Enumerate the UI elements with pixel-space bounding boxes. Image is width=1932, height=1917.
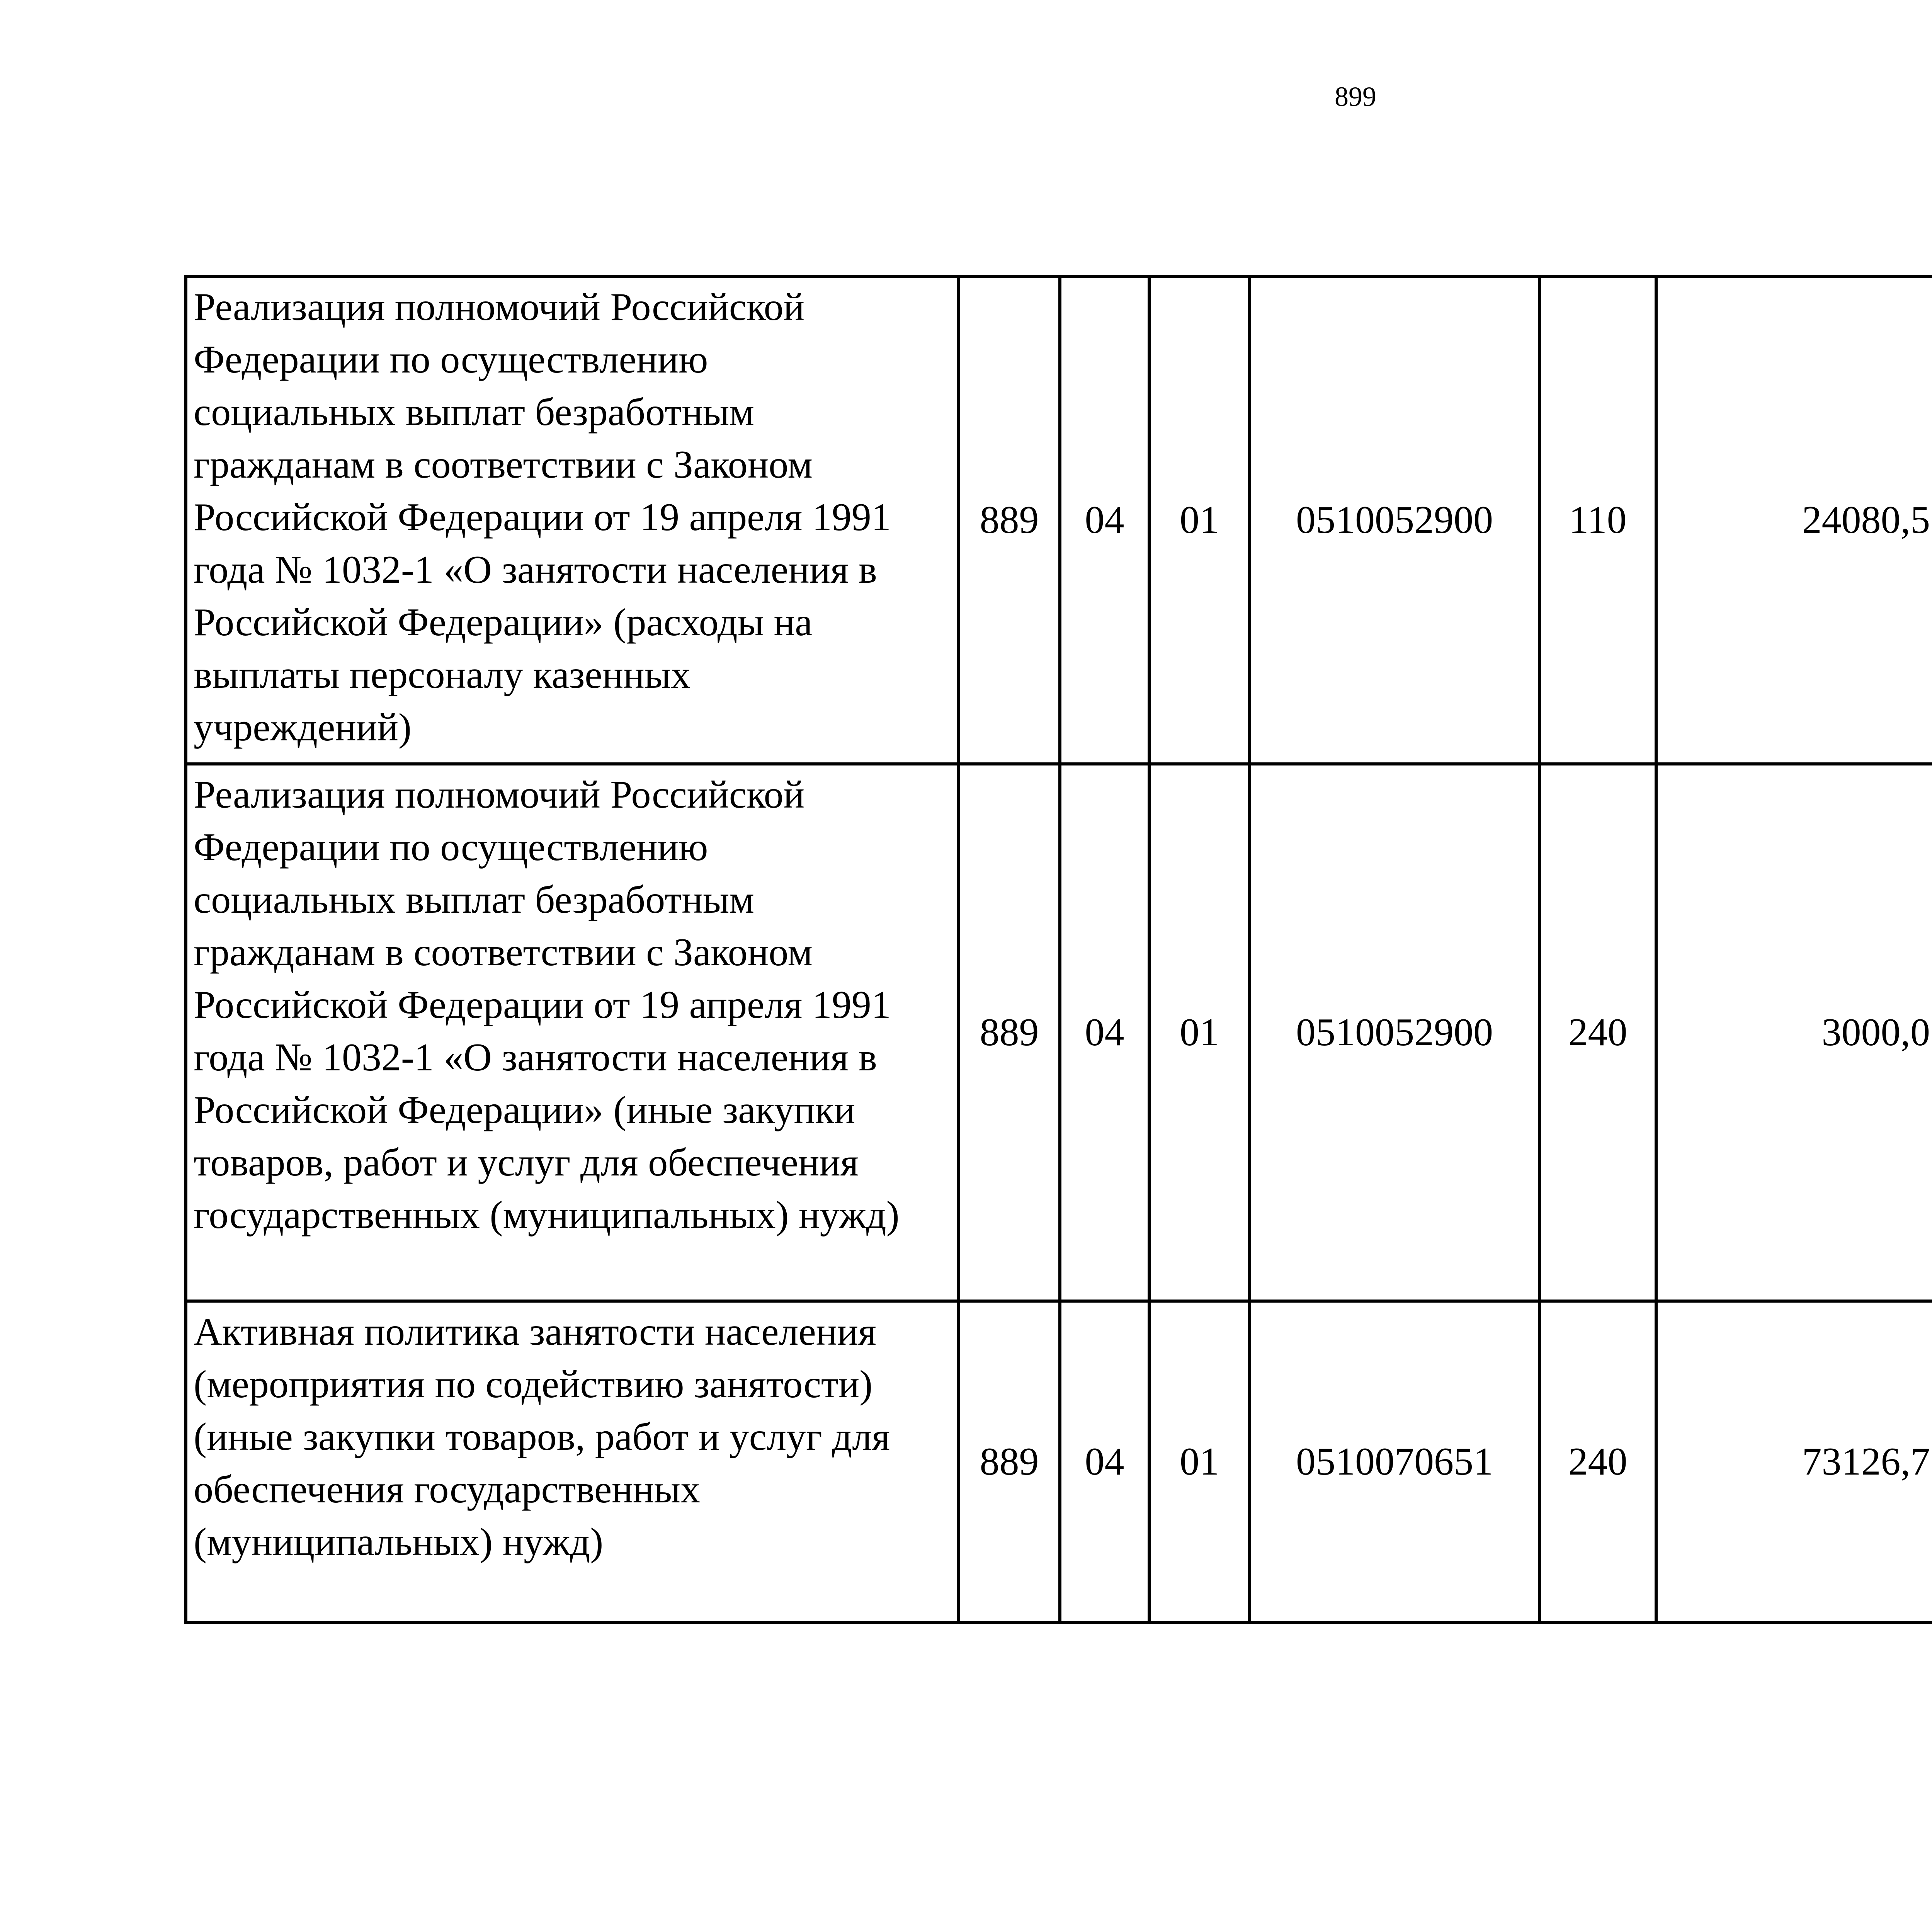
subsection-code: 01 xyxy=(1149,276,1250,764)
amount-1: 73126,7 xyxy=(1656,1301,1932,1623)
row-description: Реализация полномочий Российской Федерации по осуществлению социальных выплат безработным гражданам в соответствии с Законом Российской Федерации от 19 апреля 1991 года № 1032-1 «О занятости населения в Российской Федерации» (расходы на выплаты персоналу казенных учреждений) xyxy=(186,276,959,764)
expense-type-code: 110 xyxy=(1539,276,1656,764)
subsection-code: 01 xyxy=(1149,1301,1250,1623)
subsection-code: 01 xyxy=(1149,764,1250,1301)
ministry-code: 889 xyxy=(959,764,1060,1301)
row-description: Активная политика занятости населения (мероприятия по содействию занятости) (иные закупки товаров, работ и услуг для обеспечения государственных (муниципальных) нужд) xyxy=(186,1301,959,1623)
row-description: Реализация полномочий Российской Федерации по осуществлению социальных выплат безработным гражданам в соответствии с Законом Российской Федерации от 19 апреля 1991 года № 1032-1 «О занятости населения в Российской Федерации» (иные закупки товаров, работ и услуг для обеспечения государственных (муниципальных) нужд) xyxy=(186,764,959,1301)
target-article-code: 0510070651 xyxy=(1250,1301,1539,1623)
expense-type-code: 240 xyxy=(1539,1301,1656,1623)
section-code: 04 xyxy=(1060,276,1149,764)
amount-1: 3000,0 xyxy=(1656,764,1932,1301)
section-code: 04 xyxy=(1060,1301,1149,1623)
ministry-code: 889 xyxy=(959,1301,1060,1623)
table-row xyxy=(186,276,1932,764)
target-article-code: 0510052900 xyxy=(1250,276,1539,764)
ministry-code: 889 xyxy=(959,276,1060,764)
table-row xyxy=(186,1301,1932,1623)
section-code: 04 xyxy=(1060,764,1149,1301)
budget-table xyxy=(184,275,1932,1624)
target-article-code: 0510052900 xyxy=(1250,764,1539,1301)
amount-1: 24080,5 xyxy=(1656,276,1932,764)
table-row xyxy=(186,764,1932,1301)
expense-type-code: 240 xyxy=(1539,764,1656,1301)
page-number: 899 xyxy=(1335,81,1376,112)
